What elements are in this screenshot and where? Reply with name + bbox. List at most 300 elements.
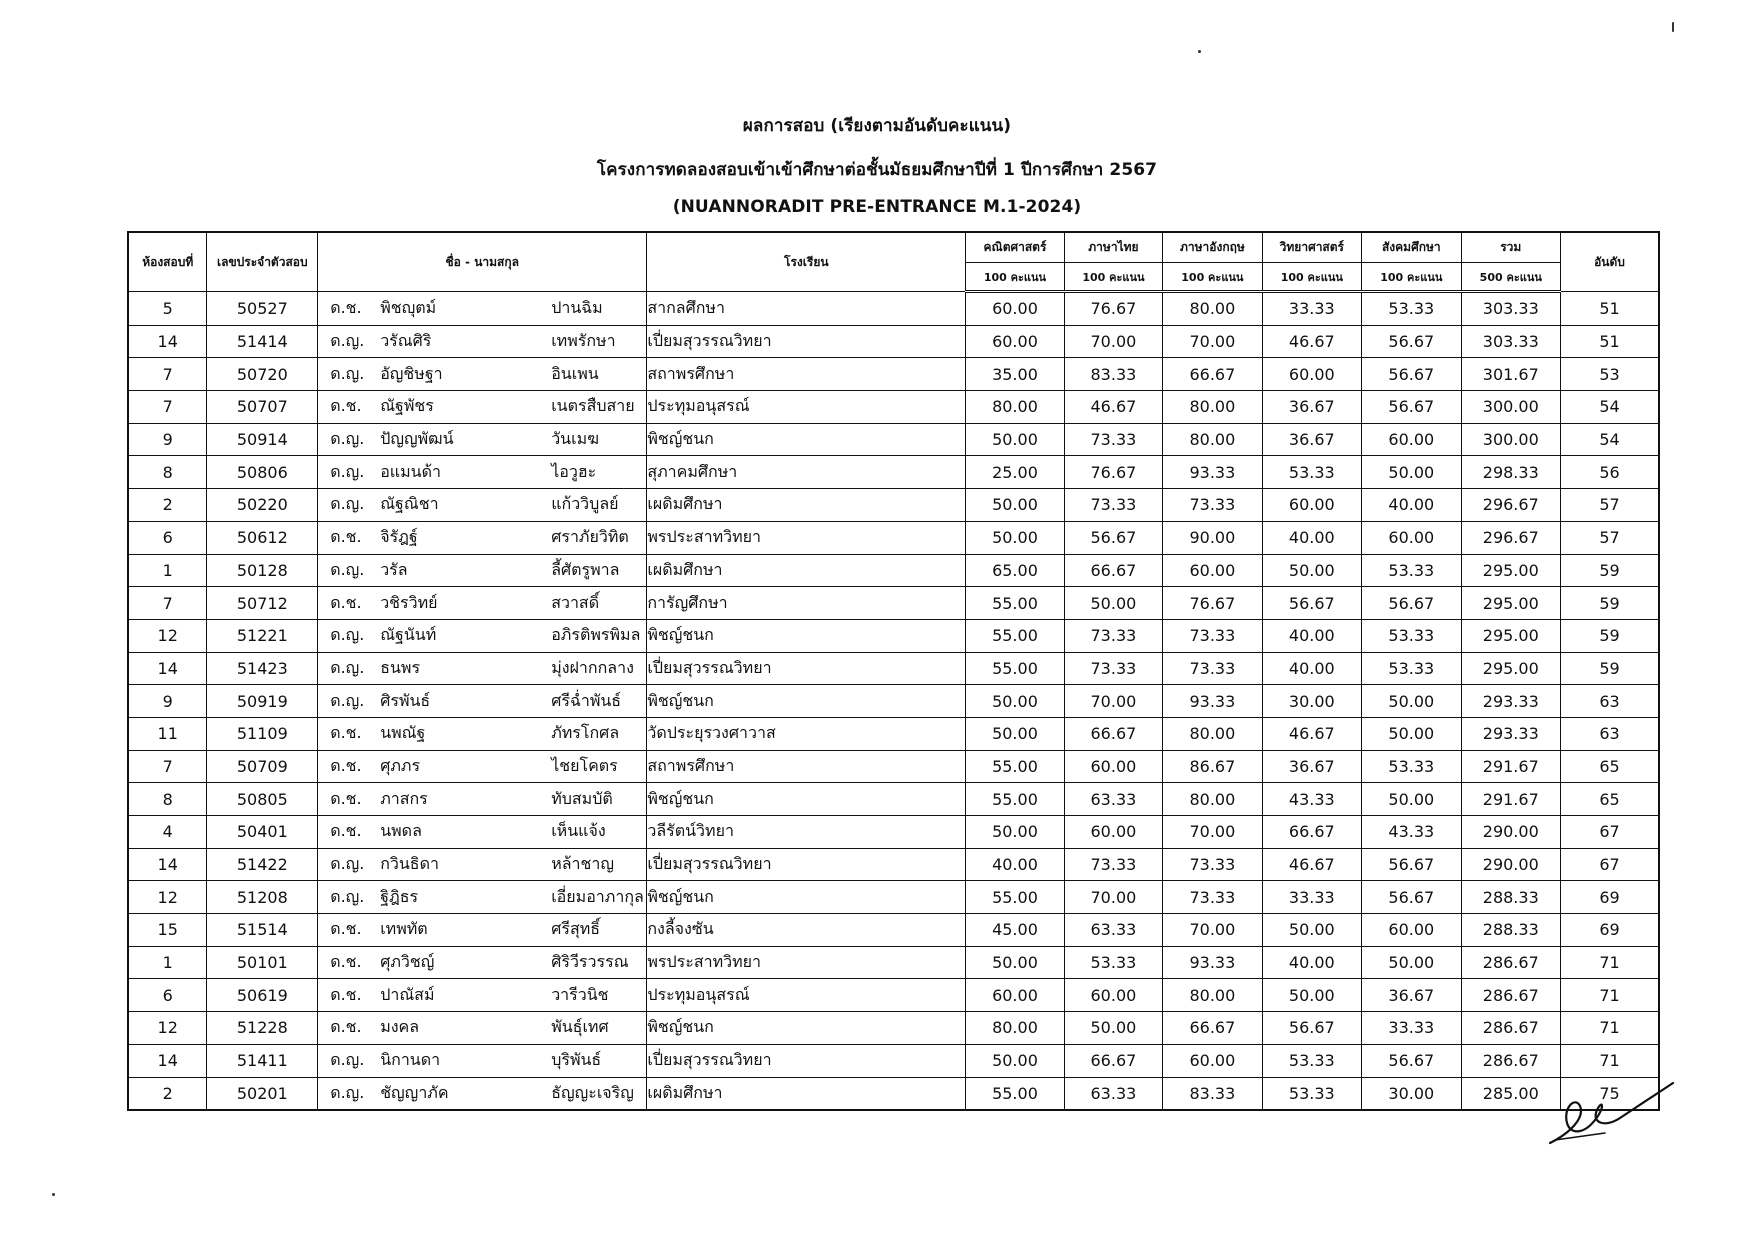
- cell-rank: 67: [1561, 816, 1660, 849]
- first-name: ณัฐณิชา: [380, 494, 439, 514]
- cell-social: 60.00: [1362, 521, 1461, 554]
- cell-total: 288.33: [1461, 914, 1560, 947]
- cell-thai: 66.67: [1064, 554, 1162, 587]
- signature: [1545, 1078, 1675, 1148]
- table-row: [128, 619, 1659, 652]
- first-name: นพดล: [380, 821, 422, 841]
- name-prefix: ด.ญ.: [330, 1082, 365, 1102]
- cell-english: 80.00: [1163, 979, 1262, 1012]
- cell-name: [318, 717, 647, 750]
- cell-english: 83.33: [1163, 1077, 1262, 1110]
- first-name: ปัญญพัฒน์: [380, 429, 454, 449]
- max-score-social: 100 คะแนน: [1362, 263, 1461, 292]
- cell-science: 43.33: [1262, 783, 1361, 816]
- cell-total: 296.67: [1461, 521, 1560, 554]
- cell-science: 33.33: [1262, 881, 1361, 914]
- cell-total: 286.67: [1461, 1044, 1560, 1077]
- name-prefix: ด.ญ.: [330, 331, 365, 351]
- cell-english: 80.00: [1163, 717, 1262, 750]
- cell-science: 66.67: [1262, 816, 1361, 849]
- page-subtitle: โครงการทดลองสอบเข้าเข้าศึกษาต่อชั้นมัธยมศึกษาปีที่ 1 ปีการศึกษา 2567: [596, 160, 1158, 180]
- first-name: วรัณศิริ: [380, 331, 432, 351]
- table-row: [128, 1012, 1659, 1045]
- cell-thai: 60.00: [1064, 979, 1162, 1012]
- cell-exam-id: 50128: [207, 554, 318, 587]
- cell-rank: 71: [1561, 1044, 1660, 1077]
- cell-exam-id: 51228: [207, 1012, 318, 1045]
- table-row: [128, 685, 1659, 718]
- table-row: [128, 1044, 1659, 1077]
- cell-name: [318, 619, 647, 652]
- cell-science: 60.00: [1262, 358, 1361, 391]
- table-row: [128, 979, 1659, 1012]
- cell-school: สถาพรศึกษา: [647, 358, 966, 391]
- cell-name: [318, 423, 647, 456]
- last-name: อินเพน: [551, 363, 599, 383]
- cell-total: 290.00: [1461, 816, 1560, 849]
- cell-total: 295.00: [1461, 554, 1560, 587]
- cell-exam-id: 51414: [207, 325, 318, 358]
- cell-rank: 51: [1561, 325, 1660, 358]
- first-name: ชัญญาภัค: [380, 1082, 449, 1102]
- cell-total: 300.00: [1461, 391, 1560, 424]
- cell-rank: 59: [1561, 587, 1660, 620]
- col-header-exam-id: เลขประจำตัวสอบ: [207, 232, 318, 292]
- last-name: เอี่ยมอาภากุล: [551, 886, 644, 906]
- cell-math: 50.00: [966, 1044, 1064, 1077]
- name-prefix: ด.ช.: [330, 592, 362, 612]
- first-name: อัญชิษฐา: [380, 363, 443, 383]
- cell-exam-id: 50712: [207, 587, 318, 620]
- cell-room: 7: [128, 750, 207, 783]
- cell-math: 80.00: [966, 391, 1064, 424]
- last-name: ภัทรโกศล: [551, 723, 620, 743]
- cell-total: 286.67: [1461, 946, 1560, 979]
- cell-name: [318, 325, 647, 358]
- cell-school: เผดิมศึกษา: [647, 1077, 966, 1110]
- table-row: [128, 783, 1659, 816]
- cell-math: 50.00: [966, 489, 1064, 522]
- table-row: [128, 848, 1659, 881]
- cell-exam-id: 50805: [207, 783, 318, 816]
- cell-math: 50.00: [966, 423, 1064, 456]
- table-row: [128, 750, 1659, 783]
- cell-name: [318, 587, 647, 620]
- cell-rank: 59: [1561, 652, 1660, 685]
- cell-exam-id: 51422: [207, 848, 318, 881]
- cell-room: 14: [128, 848, 207, 881]
- cell-social: 50.00: [1362, 456, 1461, 489]
- name-prefix: ด.ญ.: [330, 690, 365, 710]
- cell-social: 53.33: [1362, 619, 1461, 652]
- table-row: [128, 717, 1659, 750]
- cell-rank: 63: [1561, 717, 1660, 750]
- cell-math: 80.00: [966, 1012, 1064, 1045]
- cell-school: พิชญ์ชนก: [647, 881, 966, 914]
- last-name: บุริพันธ์: [551, 1050, 602, 1070]
- cell-science: 50.00: [1262, 554, 1361, 587]
- first-name: ภาสกร: [380, 788, 428, 808]
- name-prefix: ด.ญ.: [330, 886, 365, 906]
- cell-exam-id: 50201: [207, 1077, 318, 1110]
- cell-total: 291.67: [1461, 750, 1560, 783]
- cell-exam-id: 51514: [207, 914, 318, 947]
- last-name: เห็นแจ้ง: [551, 821, 606, 841]
- cell-math: 55.00: [966, 783, 1064, 816]
- last-name: เนตรสืบสาย: [551, 396, 635, 416]
- cell-exam-id: 50720: [207, 358, 318, 391]
- cell-school: วลีรัตน์วิทยา: [647, 816, 966, 849]
- cell-name: [318, 652, 647, 685]
- cell-room: 7: [128, 391, 207, 424]
- cell-rank: 71: [1561, 979, 1660, 1012]
- cell-total: 290.00: [1461, 848, 1560, 881]
- cell-room: 12: [128, 881, 207, 914]
- name-prefix: ด.ช.: [330, 821, 362, 841]
- cell-math: 50.00: [966, 717, 1064, 750]
- table-row: [128, 456, 1659, 489]
- cell-thai: 76.67: [1064, 292, 1162, 326]
- cell-science: 50.00: [1262, 979, 1361, 1012]
- cell-english: 73.33: [1163, 619, 1262, 652]
- cell-rank: 71: [1561, 946, 1660, 979]
- col-header-social: สังคมศึกษา: [1362, 232, 1461, 263]
- cell-thai: 63.33: [1064, 914, 1162, 947]
- cell-rank: 67: [1561, 848, 1660, 881]
- col-header-total: รวม: [1461, 232, 1560, 263]
- name-prefix: ด.ญ.: [330, 363, 365, 383]
- name-prefix: ด.ช.: [330, 723, 362, 743]
- cell-math: 55.00: [966, 881, 1064, 914]
- cell-thai: 53.33: [1064, 946, 1162, 979]
- cell-science: 46.67: [1262, 848, 1361, 881]
- cell-english: 66.67: [1163, 358, 1262, 391]
- table-row: [128, 391, 1659, 424]
- cell-total: 295.00: [1461, 652, 1560, 685]
- table-body: [128, 292, 1659, 1111]
- cell-math: 65.00: [966, 554, 1064, 587]
- cell-room: 2: [128, 1077, 207, 1110]
- name-prefix: ด.ญ.: [330, 559, 365, 579]
- name-prefix: ด.ช.: [330, 396, 362, 416]
- cell-room: 9: [128, 685, 207, 718]
- cell-name: [318, 358, 647, 391]
- cell-name: [318, 391, 647, 424]
- cell-math: 45.00: [966, 914, 1064, 947]
- last-name: วารีวนิช: [551, 984, 609, 1004]
- cell-school: เปี่ยมสุวรรณวิทยา: [647, 325, 966, 358]
- last-name: หล้าชาญ: [551, 854, 614, 874]
- cell-total: 298.33: [1461, 456, 1560, 489]
- cell-science: 53.33: [1262, 456, 1361, 489]
- cell-social: 56.67: [1362, 391, 1461, 424]
- cell-rank: 57: [1561, 521, 1660, 554]
- cell-school: เผดิมศึกษา: [647, 554, 966, 587]
- cell-exam-id: 51221: [207, 619, 318, 652]
- cell-school: พิชญ์ชนก: [647, 619, 966, 652]
- cell-exam-id: 50401: [207, 816, 318, 849]
- cell-social: 36.67: [1362, 979, 1461, 1012]
- col-header-thai: ภาษาไทย: [1064, 232, 1162, 263]
- max-score-science: 100 คะแนน: [1262, 263, 1361, 292]
- cell-name: [318, 1012, 647, 1045]
- scan-speck: [1672, 22, 1674, 32]
- cell-thai: 50.00: [1064, 587, 1162, 620]
- cell-social: 56.67: [1362, 881, 1461, 914]
- cell-exam-id: 50707: [207, 391, 318, 424]
- cell-math: 55.00: [966, 750, 1064, 783]
- cell-rank: 65: [1561, 783, 1660, 816]
- cell-rank: 71: [1561, 1012, 1660, 1045]
- name-prefix: ด.ช.: [330, 788, 362, 808]
- last-name: วันเมฆ: [551, 429, 599, 449]
- cell-thai: 60.00: [1064, 750, 1162, 783]
- cell-english: 73.33: [1163, 652, 1262, 685]
- cell-exam-id: 50619: [207, 979, 318, 1012]
- cell-science: 53.33: [1262, 1077, 1361, 1110]
- cell-exam-id: 50612: [207, 521, 318, 554]
- cell-social: 56.67: [1362, 587, 1461, 620]
- cell-room: 14: [128, 652, 207, 685]
- cell-school: การัญศึกษา: [647, 587, 966, 620]
- name-prefix: ด.ช.: [330, 1017, 362, 1037]
- first-name: ศิรพันธ์: [380, 690, 431, 710]
- cell-school: วัดประยุรวงศาวาส: [647, 717, 966, 750]
- page-subtitle-english: (NUANNORADIT PRE-ENTRANCE M.1-2024): [672, 197, 1082, 217]
- cell-room: 4: [128, 816, 207, 849]
- cell-science: 46.67: [1262, 717, 1361, 750]
- first-name: ศุภวิชญ์: [380, 952, 435, 972]
- cell-rank: 65: [1561, 750, 1660, 783]
- cell-school: เปี่ยมสุวรรณวิทยา: [647, 1044, 966, 1077]
- cell-name: [318, 946, 647, 979]
- cell-thai: 66.67: [1064, 717, 1162, 750]
- cell-thai: 73.33: [1064, 652, 1162, 685]
- cell-thai: 73.33: [1064, 848, 1162, 881]
- cell-exam-id: 51109: [207, 717, 318, 750]
- cell-social: 53.33: [1362, 750, 1461, 783]
- cell-school: เปี่ยมสุวรรณวิทยา: [647, 848, 966, 881]
- first-name: กวินธิดา: [380, 854, 439, 874]
- cell-math: 55.00: [966, 652, 1064, 685]
- last-name: ศรีสุทธิ์: [551, 919, 601, 939]
- cell-school: พรประสาทวิทยา: [647, 521, 966, 554]
- cell-english: 80.00: [1163, 423, 1262, 456]
- cell-math: 55.00: [966, 1077, 1064, 1110]
- col-header-english: ภาษาอังกฤษ: [1163, 232, 1262, 263]
- cell-school: เปี่ยมสุวรรณวิทยา: [647, 652, 966, 685]
- cell-rank: 53: [1561, 358, 1660, 391]
- cell-science: 56.67: [1262, 587, 1361, 620]
- cell-room: 8: [128, 783, 207, 816]
- cell-thai: 76.67: [1064, 456, 1162, 489]
- cell-school: สุภาคมศึกษา: [647, 456, 966, 489]
- cell-exam-id: 50527: [207, 292, 318, 326]
- last-name: เทพรักษา: [551, 331, 616, 351]
- cell-rank: 54: [1561, 423, 1660, 456]
- cell-thai: 63.33: [1064, 783, 1162, 816]
- cell-english: 93.33: [1163, 685, 1262, 718]
- cell-thai: 70.00: [1064, 325, 1162, 358]
- cell-rank: 69: [1561, 881, 1660, 914]
- cell-name: [318, 914, 647, 947]
- col-header-rank: อันดับ: [1561, 232, 1660, 292]
- name-prefix: ด.ญ.: [330, 1050, 365, 1070]
- cell-name: [318, 521, 647, 554]
- cell-total: 300.00: [1461, 423, 1560, 456]
- cell-name: [318, 783, 647, 816]
- cell-room: 12: [128, 619, 207, 652]
- cell-room: 9: [128, 423, 207, 456]
- cell-rank: 54: [1561, 391, 1660, 424]
- cell-english: 80.00: [1163, 783, 1262, 816]
- cell-social: 60.00: [1362, 914, 1461, 947]
- cell-science: 36.67: [1262, 391, 1361, 424]
- col-header-name: ชื่อ - นามสกุล: [318, 232, 647, 292]
- cell-english: 66.67: [1163, 1012, 1262, 1045]
- cell-school: กงลี้จงซัน: [647, 914, 966, 947]
- cell-thai: 46.67: [1064, 391, 1162, 424]
- table-row: [128, 489, 1659, 522]
- scan-speck: [1198, 50, 1201, 53]
- cell-english: 73.33: [1163, 489, 1262, 522]
- cell-total: 285.00: [1461, 1077, 1560, 1110]
- cell-school: ประทุมอนุสรณ์: [647, 391, 966, 424]
- cell-school: พิชญ์ชนก: [647, 685, 966, 718]
- cell-exam-id: 50919: [207, 685, 318, 718]
- last-name: อภิรติพรพิมล: [551, 625, 641, 645]
- last-name: ปานฉิม: [551, 297, 603, 317]
- col-header-math: คณิตศาสตร์: [966, 232, 1064, 263]
- cell-school: สากลศึกษา: [647, 292, 966, 326]
- cell-science: 30.00: [1262, 685, 1361, 718]
- name-prefix: ด.ญ.: [330, 657, 365, 677]
- cell-name: [318, 881, 647, 914]
- last-name: ศราภัยวิทิต: [551, 527, 629, 547]
- cell-name: [318, 1077, 647, 1110]
- table-header: [128, 232, 1659, 292]
- cell-total: 293.33: [1461, 685, 1560, 718]
- last-name: ศิริวีรวรรณ: [551, 952, 629, 972]
- cell-social: 30.00: [1362, 1077, 1461, 1110]
- cell-total: 295.00: [1461, 619, 1560, 652]
- cell-room: 8: [128, 456, 207, 489]
- table-row: [128, 521, 1659, 554]
- cell-exam-id: 51208: [207, 881, 318, 914]
- name-prefix: ด.ญ.: [330, 494, 365, 514]
- cell-name: [318, 489, 647, 522]
- max-score-math: 100 คะแนน: [966, 263, 1064, 292]
- cell-total: 291.67: [1461, 783, 1560, 816]
- cell-science: 40.00: [1262, 946, 1361, 979]
- cell-name: [318, 848, 647, 881]
- table-row: [128, 652, 1659, 685]
- last-name: ธัญญะเจริญ: [551, 1082, 634, 1102]
- cell-math: 60.00: [966, 979, 1064, 1012]
- first-name: มงคล: [380, 1017, 420, 1037]
- cell-name: [318, 816, 647, 849]
- first-name: นพณัฐ: [380, 723, 426, 743]
- cell-science: 36.67: [1262, 750, 1361, 783]
- table-row: [128, 881, 1659, 914]
- cell-social: 60.00: [1362, 423, 1461, 456]
- cell-total: 293.33: [1461, 717, 1560, 750]
- cell-rank: 69: [1561, 914, 1660, 947]
- max-score-total: 500 คะแนน: [1461, 263, 1560, 292]
- cell-name: [318, 685, 647, 718]
- page-title: ผลการสอบ (เรียงตามอันดับคะแนน): [742, 116, 1012, 136]
- cell-room: 14: [128, 325, 207, 358]
- cell-total: 303.33: [1461, 292, 1560, 326]
- table-row: [128, 325, 1659, 358]
- last-name: พันธุ์เทศ: [551, 1017, 609, 1037]
- cell-thai: 83.33: [1064, 358, 1162, 391]
- first-name: ณัฐนันท์: [380, 625, 437, 645]
- cell-social: 53.33: [1362, 554, 1461, 587]
- scan-speck: [52, 1193, 55, 1196]
- cell-rank: 59: [1561, 619, 1660, 652]
- cell-room: 7: [128, 587, 207, 620]
- table-row: [128, 554, 1659, 587]
- cell-social: 50.00: [1362, 783, 1461, 816]
- table-row: [128, 1077, 1659, 1110]
- last-name: แก้ววิบูลย์: [551, 494, 619, 514]
- cell-room: 1: [128, 946, 207, 979]
- last-name: ลี้ศัตรูพาล: [551, 559, 620, 579]
- cell-social: 40.00: [1362, 489, 1461, 522]
- cell-room: 7: [128, 358, 207, 391]
- cell-social: 56.67: [1362, 325, 1461, 358]
- cell-total: 286.67: [1461, 1012, 1560, 1045]
- cell-math: 35.00: [966, 358, 1064, 391]
- last-name: ไอวูฮะ: [551, 461, 597, 481]
- cell-english: 60.00: [1163, 1044, 1262, 1077]
- cell-thai: 70.00: [1064, 881, 1162, 914]
- cell-room: 14: [128, 1044, 207, 1077]
- cell-english: 60.00: [1163, 554, 1262, 587]
- cell-room: 1: [128, 554, 207, 587]
- cell-room: 5: [128, 292, 207, 326]
- cell-total: 288.33: [1461, 881, 1560, 914]
- cell-room: 6: [128, 521, 207, 554]
- cell-exam-id: 50806: [207, 456, 318, 489]
- cell-social: 33.33: [1362, 1012, 1461, 1045]
- cell-total: 286.67: [1461, 979, 1560, 1012]
- cell-thai: 56.67: [1064, 521, 1162, 554]
- cell-english: 93.33: [1163, 946, 1262, 979]
- last-name: สวาสดิ์: [551, 592, 600, 612]
- first-name: ฐิฎิธร: [380, 886, 419, 906]
- cell-thai: 66.67: [1064, 1044, 1162, 1077]
- cell-social: 50.00: [1362, 946, 1461, 979]
- cell-total: 301.67: [1461, 358, 1560, 391]
- first-name: ศุภภร: [380, 755, 421, 775]
- cell-math: 60.00: [966, 292, 1064, 326]
- name-prefix: ด.ช.: [330, 755, 362, 775]
- cell-exam-id: 51411: [207, 1044, 318, 1077]
- cell-english: 70.00: [1163, 816, 1262, 849]
- cell-rank: 75: [1561, 1077, 1660, 1110]
- table-row: [128, 816, 1659, 849]
- cell-science: 40.00: [1262, 619, 1361, 652]
- last-name: ทับสมบัติ: [551, 788, 613, 808]
- cell-thai: 60.00: [1064, 816, 1162, 849]
- cell-english: 80.00: [1163, 391, 1262, 424]
- cell-math: 40.00: [966, 848, 1064, 881]
- cell-rank: 56: [1561, 456, 1660, 489]
- first-name: นิกานดา: [380, 1050, 441, 1070]
- first-name: อแมนด้า: [380, 461, 441, 481]
